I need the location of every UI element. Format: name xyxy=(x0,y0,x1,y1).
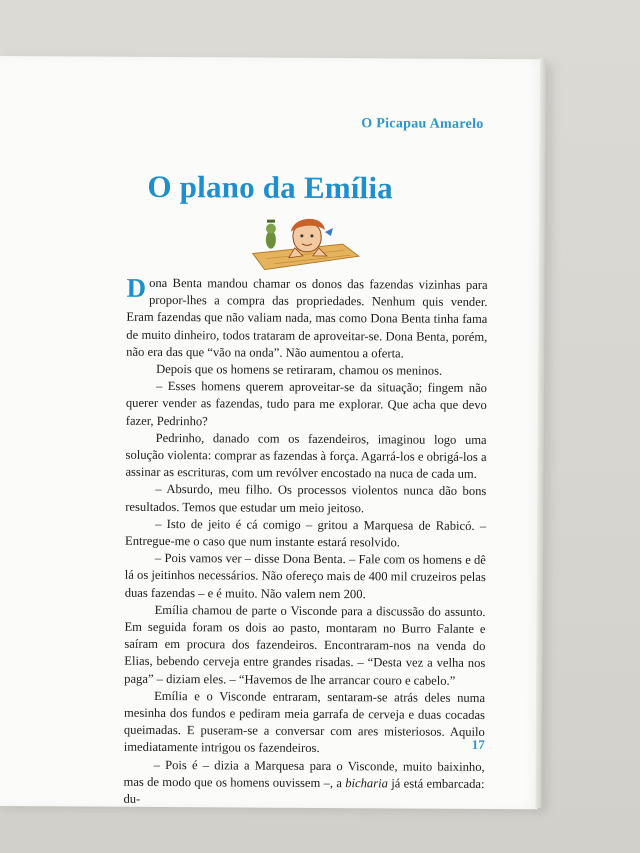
paragraph-4: Pedrinho, danado com os fazendeiros, imaginou logo uma solução violenta: comprar as fazendas à força. Agarrá-los e obrigá-los a assinar as escrituras, com um revólver encostado na nuca de cada um. xyxy=(125,430,487,482)
paragraph-9: Emília e o Visconde entraram, sentaram-se atrás deles numa mesinha dos fundos e pediram meia garrafa de cerveja e duas cocadas queimadas. E puseram-se a conversar com ares misteriosos. Aquilo imediatamente intrigou os fazendeiros. xyxy=(123,688,486,756)
paragraph-6: – Isto de jeito é cá comigo – gritou a Marquesa de Rabicó. – Entregue-me o caso que num instante estará resolvido. xyxy=(124,516,487,550)
paragraph-text: já está embarcada: du- xyxy=(123,776,485,806)
paragraph-1 xyxy=(126,272,488,363)
paragraph-text: – Pois é – dizia a Marquesa para o Visconde, muito baixinho, mas de modo que os homens ouvissem –, a xyxy=(123,757,485,791)
paragraph-8: Emília chamou de parte o Visconde para a discussão do assunto. Em seguida foram os dois ao pasto, montaram no Burro Falante e saíram em procura dos fazendeiros. Encontraram-nos na venda do Elias, bebendo cerveja entre grandes risadas. – “Desta vez a velha nos paga” – diziam eles. – “Havemos de lhe arrancar couro e cabelo.” xyxy=(124,602,486,688)
chapter-title: O plano da Emília xyxy=(147,168,394,206)
paragraph-10 xyxy=(123,756,484,810)
paragraph-2: Depois que os homens se retiraram, chamou os meninos. xyxy=(156,361,443,378)
paragraph-7: – Pois vamos ver – disse Dona Benta. – Fale com os homens e dê lá os jeitinhos necessários. Não ofereço mais de 400 mil cruzeiros pelas duas fazendas – e é muito. Não valem nem 200. xyxy=(124,551,486,601)
paragraph-5: – Absurdo, meu filho. Os processos violentos nunca dão bons resultados. Temos que estudar um meio jeitoso. xyxy=(125,482,487,515)
page-number: 17 xyxy=(471,736,485,752)
drop-cap: D xyxy=(126,272,147,303)
paragraph-text: ona Benta mandou chamar os donos das fazendas vizinhas para propor-lhes a compra das propriedades. Nenhum quis vender. Eram fazendas que não valiam nada, mas como Dona Benta tinha fama de muito dinheiro, todos trataram de aproveitar-se. Dona Benta, porém, não era das que “vão na onda”. Não aumentou a oferta. xyxy=(126,275,488,361)
running-head: O Picapau Amarelo xyxy=(361,116,484,132)
body-text xyxy=(123,272,488,810)
chapter-illustration xyxy=(247,214,365,273)
book-page xyxy=(0,56,542,809)
emphasis-word: bicharia xyxy=(345,776,388,791)
paragraph-3: – Esses homens querem aproveitar-se da situação; fingem não querer vender as fazendas, tudo para me explorar. Que acha que devo fazer, Pedrinho? xyxy=(125,379,488,428)
